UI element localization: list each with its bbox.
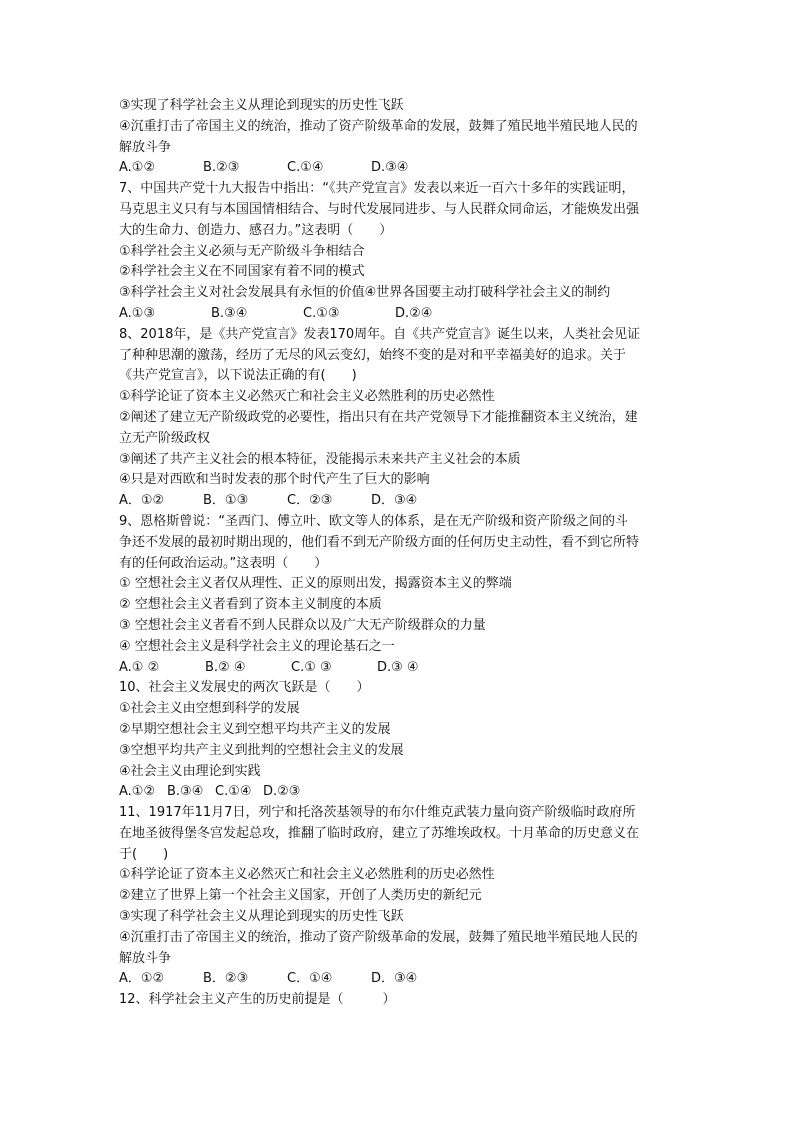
text-line: 解放斗争 (119, 950, 172, 966)
answer-options-q11 (119, 969, 679, 990)
text-line: ③ 空想社会主义者看不到人民群众以及广大无产阶级群众的力量 (119, 617, 486, 633)
question-9: 9、恩格斯曾说：“圣西门、傅立叶、欧文等人的体系，是在无产阶级和资产阶级之间的斗 (119, 513, 629, 529)
text-line: 有的任何政治运动。”这表明（ ） (119, 555, 328, 571)
option-b: B．①③ (203, 493, 249, 509)
option-d: D.②④ (395, 305, 433, 321)
answer-options-q9 (119, 658, 679, 679)
text-line: ④沉重打击了帝国主义的统治，推动了资产阶级革命的发展，鼓舞了殖民地半殖民地人民的 (119, 118, 638, 134)
text-line: ④ 空想社会主义是科学社会主义的理论基石之一 (119, 638, 395, 654)
text-line: ③空想平均共产主义到批判的空想社会主义的发展 (119, 742, 404, 758)
text-line: 大的生命力、创造力、感召力。”这表明（ ） (119, 222, 393, 238)
option-d: D.③④ (371, 160, 409, 176)
text-line: 马克思主义只有与本国国情相结合、与时代发展同进步、与人民群众同命运，才能焕发出强 (119, 201, 640, 217)
option-b: B.②③ (203, 160, 240, 176)
option-d: D.③ ④ (377, 659, 419, 675)
text-line: 于( ) (119, 846, 169, 862)
text-line: ②阐述了建立无产阶级政党的必要性，指出只有在共产党领导下才能推翻资本主义统治，建 (119, 409, 638, 425)
question-8: 8、2018年，是《共产党宣言》发表170周年。自《共产党宣言》诞生以来，人类社会见证 (119, 326, 641, 342)
question-10: 10、社会主义发展史的两次飞跃是（ ） (119, 680, 370, 696)
text-line: ① 空想社会主义者仅从理性、正义的原则出发，揭露资本主义的弊端 (119, 576, 512, 592)
option-c: C.①③ (303, 305, 340, 321)
answer-options-q6 (119, 158, 679, 179)
text-line: 《共产党宣言》，以下说法正确的有( ) (119, 368, 357, 384)
option-a: A.① ② (119, 659, 160, 675)
text-line: 在地圣彼得堡冬宫发起总攻，推翻了临时政府，建立了苏维埃政权。十月革命的历史意义在 (119, 825, 640, 841)
option-c: C.①④ (287, 160, 324, 176)
text-line: ①科学论证了资本主义必然灭亡和社会主义必然胜利的历史必然性 (119, 389, 495, 405)
option-a: A．①② (119, 493, 165, 509)
text-line: ④沉重打击了帝国主义的统治，推动了资产阶级革命的发展，鼓舞了殖民地半殖民地人民的 (119, 929, 638, 945)
question-11: 11、1917年11月7日，列宁和托洛茨基领导的布尔什维克武装力量向资产阶级临时政府所 (119, 805, 636, 821)
text-line: ②早期空想社会主义到空想平均共产主义的发展 (119, 721, 391, 737)
option-c: C.①④ (215, 784, 252, 800)
answer-options-q7 (119, 304, 679, 325)
option-d: D．③④ (371, 493, 418, 509)
text-line: 争还不发展的最初时期出现的，他们看不到无产阶级方面的任何历史主动性，看不到它所特 (119, 534, 640, 550)
option-a: A.①② (119, 784, 156, 800)
option-b: B.③④ (167, 784, 204, 800)
text-line: ④社会主义由理论到实践 (119, 763, 261, 779)
option-a: A．①② (119, 971, 165, 987)
question-12: 12、科学社会主义产生的历史前提是（ ） (119, 992, 396, 1008)
option-c: C．②③ (287, 493, 333, 509)
text-line: ③实现了科学社会主义从理论到现实的历史性飞跃 (119, 98, 404, 113)
text-line: ③实现了科学社会主义从理论到现实的历史性飞跃 (119, 909, 404, 925)
option-b: B．②③ (203, 971, 249, 987)
option-a: A.①③ (119, 305, 156, 321)
option-d: D.②③ (263, 784, 301, 800)
text-line: 立无产阶级政权 (119, 430, 211, 446)
option-c: C.① ③ (291, 659, 332, 675)
option-b: B.③④ (211, 305, 248, 321)
question-7: 7、中国共产党十九大报告中指出：“《共产党宣言》发表以来近一百六十多年的实践证明， (119, 181, 635, 197)
text-line: ③科学社会主义对社会发展具有永恒的价值④世界各国要主动打破科学社会主义的制约 (119, 285, 611, 301)
text-line: ②建立了世界上第一个社会主义国家，开创了人类历史的新纪元 (119, 888, 482, 904)
answer-options-q10 (119, 782, 679, 803)
option-d: D．③④ (371, 971, 418, 987)
text-line: 了种种思潮的激荡，经历了无尽的风云变幻，始终不变的是对和平幸福美好的追求。关于 (119, 347, 627, 363)
answer-options-q8 (119, 491, 679, 512)
text-line: ②科学社会主义在不同国家有着不同的模式 (119, 264, 365, 280)
text-line: ①社会主义由空想到科学的发展 (119, 701, 300, 717)
option-b: B.② ④ (205, 659, 246, 675)
option-c: C．①④ (287, 971, 333, 987)
option-a: A.①② (119, 160, 156, 176)
text-line: 解放斗争 (119, 139, 172, 155)
text-line: ①科学论证了资本主义必然灭亡和社会主义必然胜利的历史必然性 (119, 867, 495, 883)
text-line: ④只是对西欧和当时发表的那个时代产生了巨大的影响 (119, 472, 430, 488)
document-page (119, 96, 679, 1011)
text-line: ③阐述了共产主义社会的根本特征，没能揭示未来共产主义社会的本质 (119, 451, 521, 467)
text-line: ①科学社会主义必须与无产阶级斗争相结合 (119, 243, 365, 259)
text-line: ② 空想社会主义者看到了资本主义制度的本质 (119, 597, 382, 613)
